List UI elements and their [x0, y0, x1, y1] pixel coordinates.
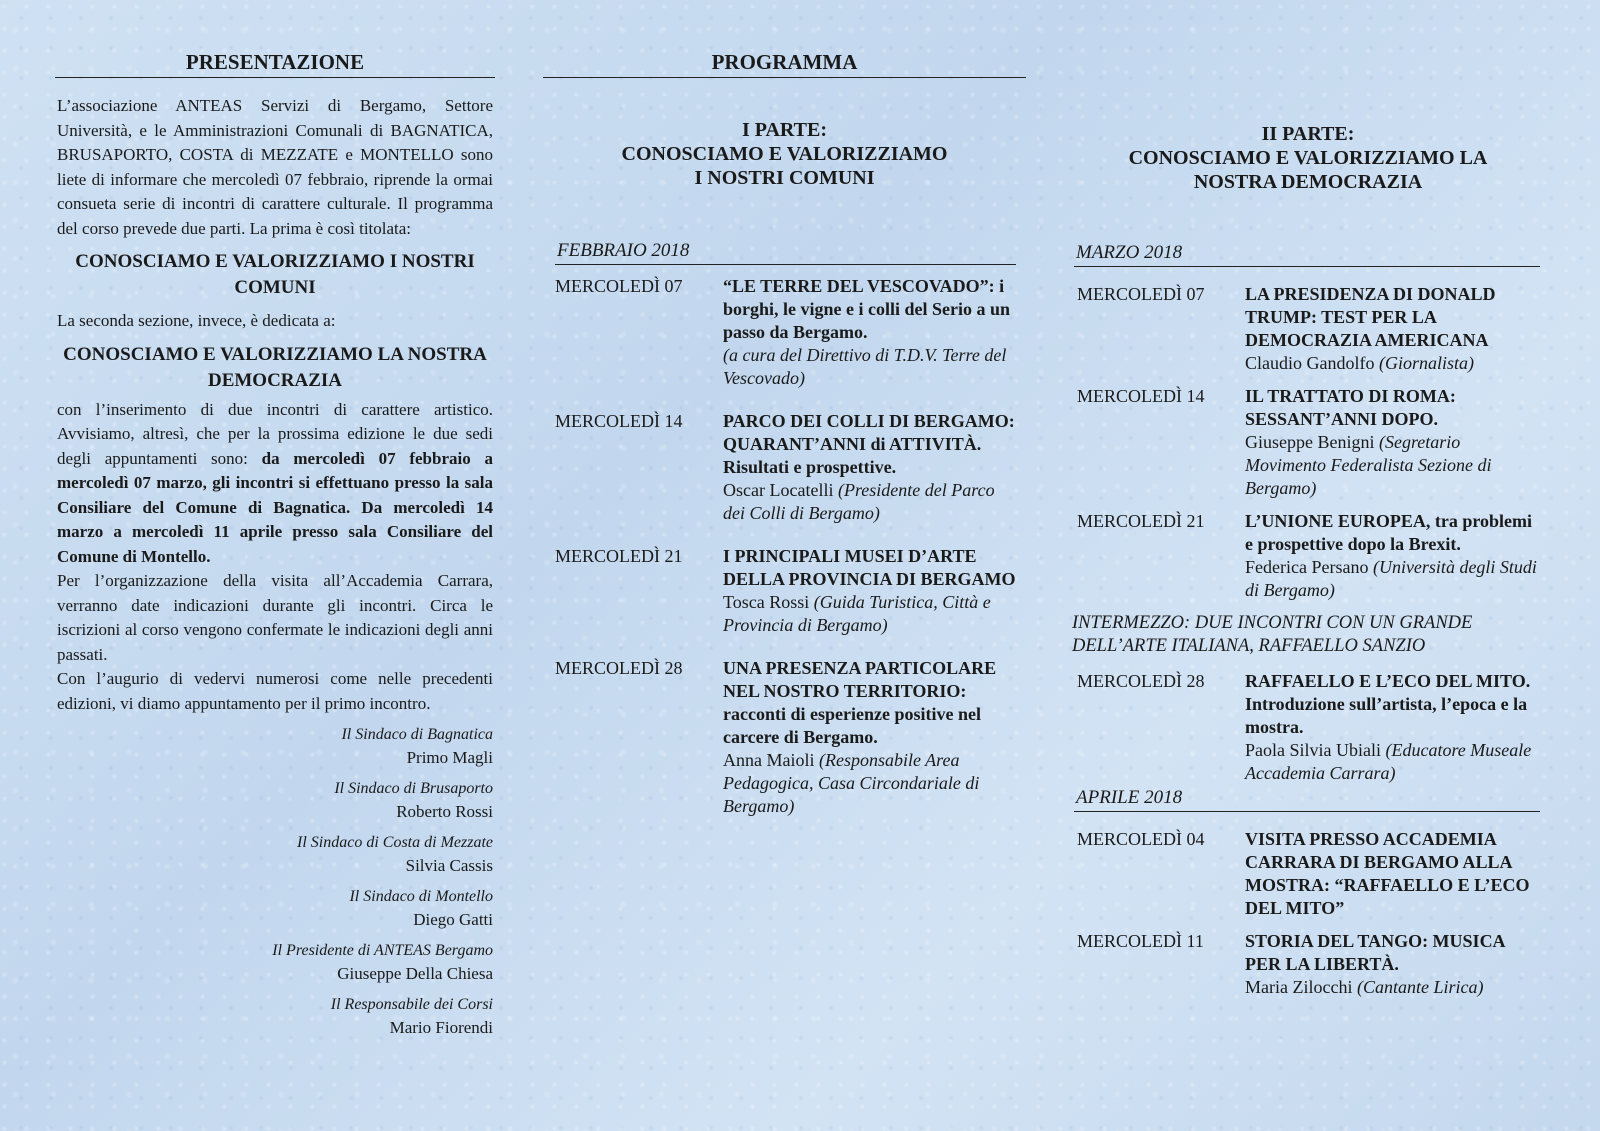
signature-role: Il Sindaco di Montello [349, 888, 493, 905]
signature-name: Diego Gatti [413, 910, 493, 929]
event-title: STORIA DEL TANGO: MUSICA PER LA LIBERTÀ. [1245, 931, 1505, 974]
event-speaker-role: (Educatore Museale Accademia Carrara) [1245, 740, 1532, 783]
signature-role: Il Responsabile dei Corsi [330, 996, 493, 1013]
part2-title [1077, 122, 1539, 194]
event-date: MERCOLEDÌ 11 [1077, 931, 1204, 951]
event-speaker-line [1245, 556, 1539, 602]
event-info [1245, 930, 1539, 999]
event-speaker: Giuseppe Benigni [1245, 432, 1379, 452]
event-date: MERCOLEDÌ 28 [1077, 671, 1205, 691]
event-title: “LE TERRE DEL VESCOVADO”: i borghi, le vigne e i colli del Serio a un passo da Bergamo. [723, 276, 1010, 342]
event-info [1245, 510, 1539, 602]
event-title: VISITA PRESSO ACCADEMIA CARRARA DI BERGAMO ALLA MOSTRA: “RAFFAELLO E L’ECO DEL MITO” [1245, 829, 1530, 918]
event-speaker-role: (Università degli Studi di Bergamo) [1245, 557, 1537, 600]
signature-name: Giuseppe Della Chiesa [337, 964, 493, 983]
signature-name: Mario Fiorendi [389, 1018, 493, 1037]
event-date: MERCOLEDÌ 07 [1077, 284, 1205, 304]
event-speaker: Federica Persano [1245, 557, 1373, 577]
part2-title-line1: II PARTE: [1261, 123, 1355, 145]
event-title: L’UNIONE EUROPEA, tra problemi e prospettive dopo la Brexit. [1245, 511, 1533, 554]
event-date: MERCOLEDÌ 14 [555, 411, 683, 431]
event-speaker-line [723, 479, 1016, 525]
event-info [723, 275, 1016, 390]
event-row [1077, 510, 1539, 602]
intermezzo-events [1077, 670, 1539, 785]
event-speaker-line [723, 344, 1016, 390]
event-title: PARCO DEI COLLI DI BERGAMO: QUARANT’ANNI di ATTIVITÀ. Risultati e prospettive. [723, 411, 1015, 477]
presentazione-title: PRESENTAZIONE [55, 0, 495, 78]
signature-role: Il Sindaco di Bagnatica [341, 726, 493, 743]
event-speaker: Anna Maioli [723, 750, 819, 770]
month-march: MARZO 2018 [1074, 242, 1540, 267]
programma-column [543, 0, 1026, 818]
event-speaker-line [723, 749, 1016, 818]
part1-title [543, 118, 1026, 190]
month-april: APRILE 2018 [1074, 787, 1540, 812]
event-speaker: Claudio Gandolfo [1245, 353, 1379, 373]
event-info [723, 657, 1016, 818]
event-row [555, 657, 1016, 818]
venues-paragraph [57, 398, 493, 570]
event-speaker: Maria Zilocchi [1245, 977, 1357, 997]
second-section-paragraph: La seconda sezione, invece, è dedicata a: [57, 311, 336, 330]
event-info [1245, 283, 1539, 375]
february-events [555, 275, 1016, 818]
signatures [57, 724, 493, 1040]
event-row [1077, 670, 1539, 785]
event-speaker: Tosca Rossi [723, 592, 814, 612]
event-info [1245, 828, 1539, 920]
event-row [1077, 930, 1539, 999]
programma-title: PROGRAMMA [543, 0, 1026, 78]
event-speaker-line [723, 591, 1016, 637]
event-info [723, 545, 1016, 637]
event-row [555, 410, 1016, 525]
event-speaker-role: (Segretario Movimento Federalista Sezione di Bergamo) [1245, 432, 1492, 498]
march-events [1077, 283, 1539, 602]
event-date: MERCOLEDÌ 14 [1077, 386, 1205, 406]
visit-paragraph: Per l’organizzazione della visita all’Accademia Carrara, verranno date indicazioni durante gli incontri. Circa le iscrizioni al corso vengono confermate le indicazioni degli anni passati. [57, 571, 493, 664]
event-info [723, 410, 1016, 525]
event-date: MERCOLEDÌ 21 [1077, 511, 1205, 531]
event-date: MERCOLEDÌ 28 [555, 658, 683, 678]
event-speaker-line [1245, 431, 1539, 500]
part1-title-line1: I PARTE: [741, 119, 828, 141]
event-title: I PRINCIPALI MUSEI D’ARTE DELLA PROVINCIA DI BERGAMO [723, 546, 1016, 589]
signature-name: Primo Magli [406, 748, 493, 767]
event-speaker-role: (a cura del Direttivo di T.D.V. Terre del Vescovado) [723, 345, 1007, 388]
event-title: RAFFAELLO E L’ECO DEL MITO. Introduzione sull’artista, l’epoca e la mostra. [1245, 671, 1531, 737]
event-title: LA PRESIDENZA DI DONALD TRUMP: TEST PER LA DEMOCRAZIA AMERICANA [1245, 284, 1496, 350]
part1-heading: CONOSCIAMO E VALORIZZIAMO I NOSTRI COMUNI [75, 251, 475, 298]
event-info [1245, 385, 1539, 500]
venues-text: con l’inserimento di due incontri di carattere artistico. Avvisiamo, altresì, che per la prossima edizione le due sedi degli appuntamenti sono: [57, 399, 493, 468]
event-speaker-line [1245, 739, 1539, 785]
event-date: MERCOLEDÌ 07 [555, 276, 683, 296]
month-february: FEBBRAIO 2018 [555, 240, 1016, 265]
event-row [1077, 385, 1539, 500]
event-speaker-line [1245, 352, 1539, 375]
part2-heading: CONOSCIAMO E VALORIZZIAMO LA NOSTRA DEMOCRAZIA [63, 343, 487, 391]
event-info [1245, 670, 1539, 785]
event-date: MERCOLEDÌ 21 [555, 546, 683, 566]
event-speaker-role: (Cantante Lirica) [1356, 977, 1484, 997]
event-speaker-role: (Giornalista) [1378, 353, 1474, 373]
signature-name: Silvia Cassis [405, 856, 493, 875]
closing-paragraph: Con l’augurio di vedervi numerosi come nelle precedenti edizioni, vi diamo appuntamento per il primo incontro. [57, 669, 493, 713]
event-speaker-role: (Guida Turistica, Città e Provincia di Bergamo) [723, 592, 991, 635]
event-title: IL TRATTATO DI ROMA: SESSANT’ANNI DOPO. [1245, 386, 1456, 429]
intro-paragraph: L’associazione ANTEAS Servizi di Bergamo, Settore Università, e le Amministrazioni Comunali di BAGNATICA, BRUSAPORTO, COSTA di MEZZATE e MONTELLO sono liete di informare che mercoledì 07 febbraio, riprende la ormai consueta serie di incontri di carattere culturale. Il programma del corso prevede due parti. La prima è così titolata: [57, 96, 493, 238]
signature-role: Il Sindaco di Costa di Mezzate [297, 834, 493, 851]
event-speaker: Paola Silvia Ubiali [1245, 740, 1386, 760]
part1-title-line2: CONOSCIAMO E VALORIZZIAMO [621, 143, 948, 165]
signature-role: Il Sindaco di Brusaporto [334, 780, 493, 797]
intermezzo-heading: INTERMEZZO: DUE INCONTRI CON UN GRANDE DELL’ARTE ITALIANA, RAFFAELLO SANZIO [1072, 613, 1473, 656]
event-row [1077, 828, 1539, 920]
event-title: UNA PRESENZA PARTICOLARE NEL NOSTRO TERRITORIO: racconti di esperienze positive nel carcere di Bergamo. [723, 658, 997, 747]
event-speaker-line [1245, 976, 1539, 999]
part2-title-line3: NOSTRA DEMOCRAZIA [1193, 171, 1423, 193]
signature-role: Il Presidente di ANTEAS Bergamo [272, 942, 493, 959]
event-date: MERCOLEDÌ 04 [1077, 829, 1205, 849]
part2-title-line2: CONOSCIAMO E VALORIZZIAMO LA [1128, 147, 1488, 169]
event-speaker-role: (Presidente del Parco dei Colli di Bergamo) [723, 480, 995, 523]
event-speaker: Oscar Locatelli [723, 480, 838, 500]
part1-title-line3: I NOSTRI COMUNI [694, 167, 875, 189]
presentazione-column [57, 0, 493, 1040]
event-row [555, 275, 1016, 390]
signature-name: Roberto Rossi [396, 802, 493, 821]
event-row [1077, 283, 1539, 375]
event-row [555, 545, 1016, 637]
part2-column [1072, 0, 1539, 999]
event-speaker-role: (Responsabile Area Pedagogica, Casa Circondariale di Bergamo) [723, 750, 980, 816]
venues-bold-text: da mercoledì 07 febbraio a mercoledì 07 marzo, gli incontri si effettuano presso la sala Consiliare del Comune di Bagnatica. Da mercoledì 14 marzo a mercoledì 11 aprile presso sala Consiliare del Comune di Montello. [57, 448, 493, 566]
april-events [1077, 828, 1539, 999]
